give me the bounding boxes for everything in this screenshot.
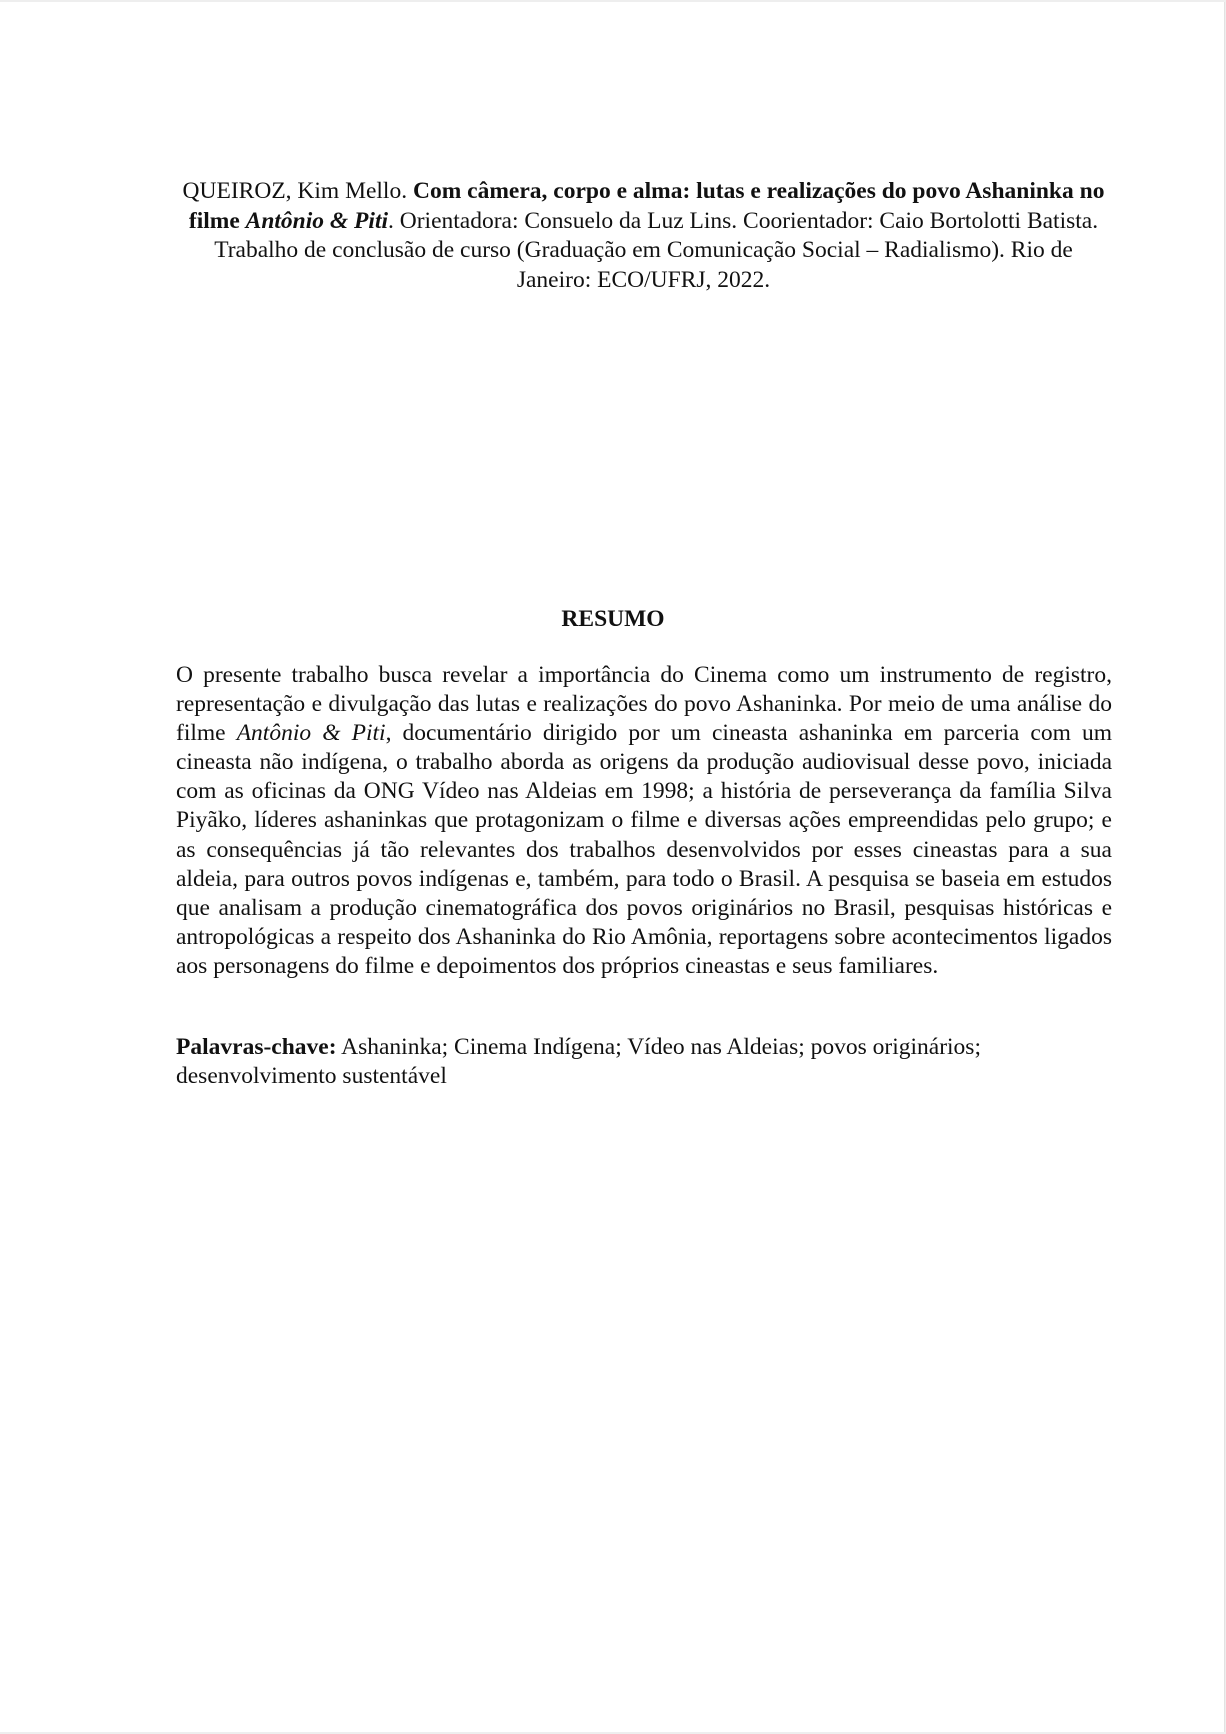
- citation-film-title: Antônio & Piti: [245, 207, 388, 234]
- document-page: [0, 2, 1225, 1732]
- abstract-text-part1: O presente trabalho busca revelar a importância do Cinema como um instrumento de registro, representação e divulgação das lutas e realizações do povo Ashaninka. Por meio de uma análise do filme: [176, 662, 1112, 747]
- abstract-film-title: Antônio & Piti: [236, 720, 386, 747]
- abstract-heading: RESUMO: [561, 606, 665, 632]
- abstract-text-part2: , documentário dirigido por um cineasta ashaninka em parceria com um cineasta não indígena, o trabalho aborda as origens da produção audiovisual desse povo, iniciada com as oficinas da ONG Vídeo nas Aldeias em 1998; a história de perseverança da família Silva Piyãko, líderes ashaninkas que protagonizam o filme e diversas ações empreendidas pelo grupo; e as consequências já tão relevantes dos trabalhos desenvolvidos por esses cineastas para a sua aldeia, para outros povos indígenas e, também, para todo o Brasil. A pesquisa se baseia em estudos que analisam a produção cinematográfica dos povos originários no Brasil, pesquisas históricas e antropológicas a respeito dos Ashaninka do Rio Amônia, reportagens sobre acontecimentos ligados aos personagens do filme e depoimentos dos próprios cineastas e seus familiares.: [176, 720, 1112, 979]
- abstract-body: [176, 661, 1112, 981]
- bibliographic-citation: [176, 177, 1111, 295]
- keywords-label: Palavras-chave:: [176, 1034, 337, 1060]
- citation-author: QUEIROZ, Kim Mello.: [182, 178, 408, 204]
- keywords-value: Ashaninka; Cinema Indígena; Vídeo nas Aldeias; povos originários; desenvolvimento sustentável: [176, 1034, 981, 1090]
- citation-details: . Orientadora: Consuelo da Luz Lins. Coorientador: Caio Bortolotti Batista. Trabalho de conclusão de curso (Graduação em Comunicação Social – Radialismo). Rio de Janeiro: ECO/UFRJ, 2022.: [214, 207, 1099, 293]
- keywords: [176, 1033, 1112, 1091]
- citation-title-text: Com câmera, corpo e alma: lutas e realizações do povo Ashaninka no filme: [188, 178, 1105, 234]
